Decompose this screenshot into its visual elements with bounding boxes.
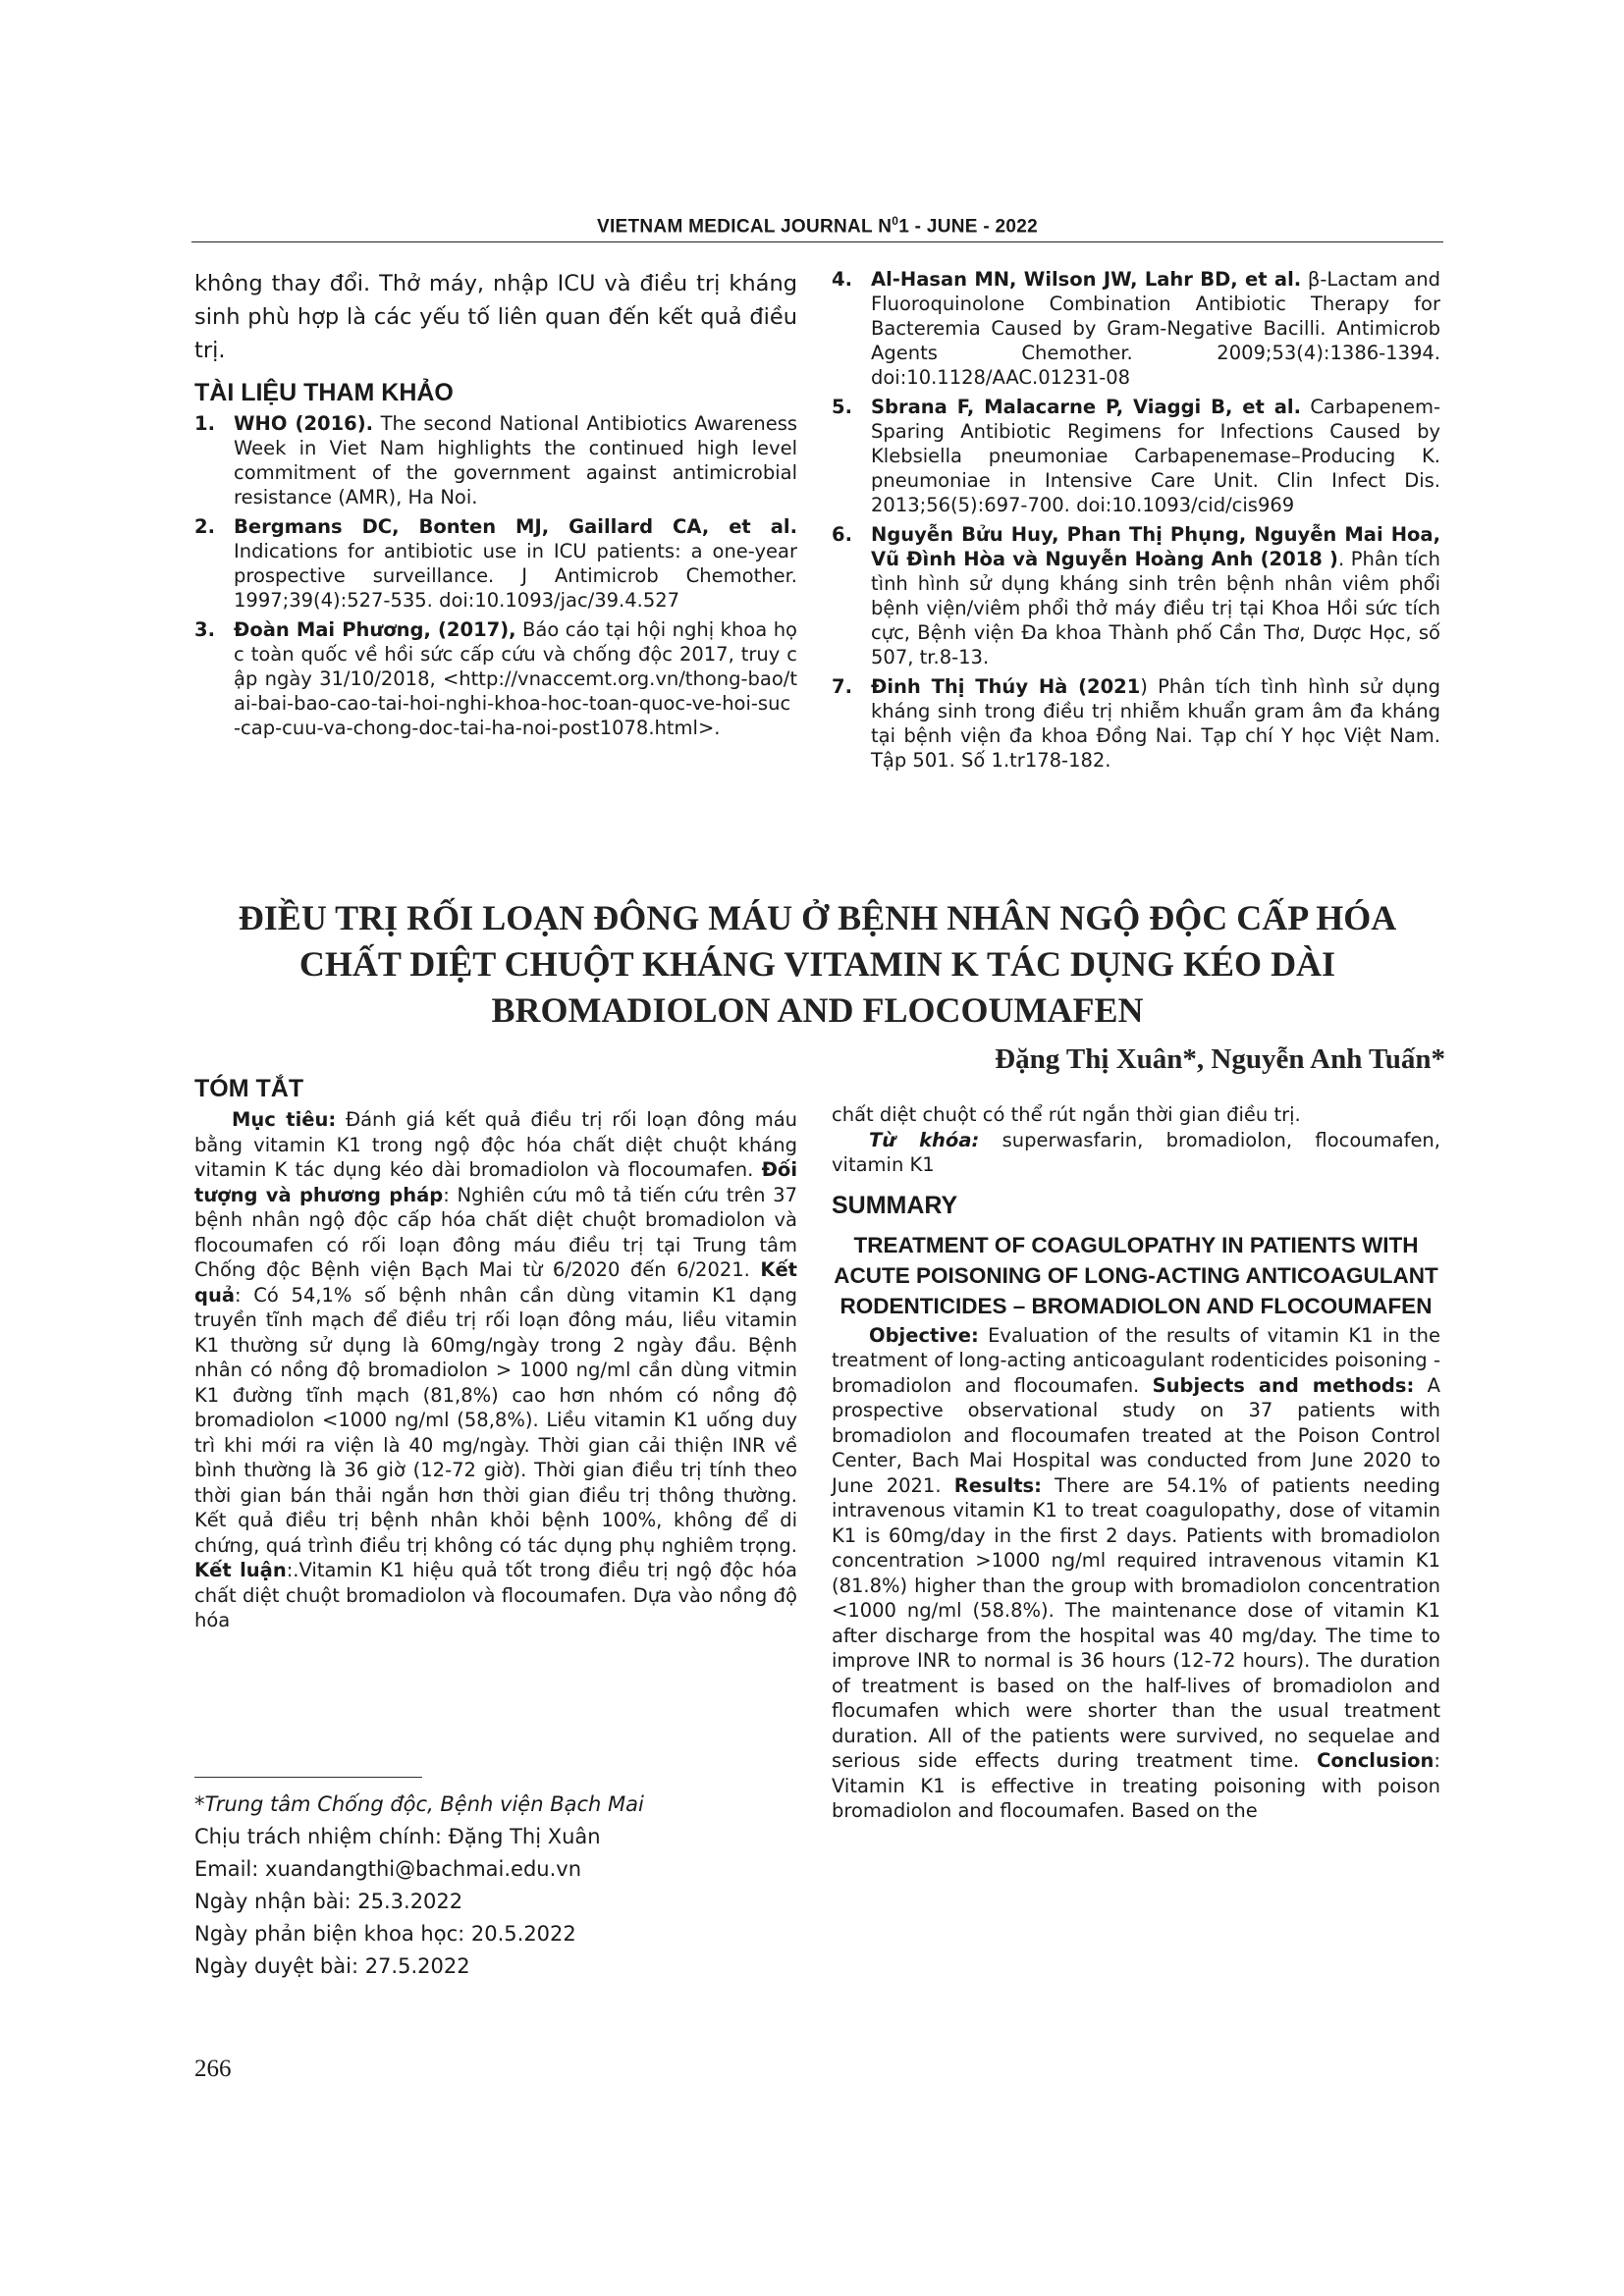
references-list-right [832,267,1440,773]
prev-article-right-column [832,267,1440,777]
reference-body: Báo cáo tại hội nghị khoa học toàn quốc về hồi sức cấp cứu và chống độc 2017, truy cập ngày 31/10/2018, <http://vnaccemt.org.vn/thong-bao/tai-bai-bao-cao-tai-hoi-nghi-khoa-hoc-toan-quoc-ve-hoi-suc-cap-cuu-va-chong-doc-tai-ha-noi-post1078.html>. [234,618,797,739]
reference-item [832,267,1440,390]
reference-number: 1. [194,412,215,435]
reference-body: β-Lactam and Fluoroquinolone Combination Antibiotic Therapy for Bacteremia Caused by Gram-Negative Bacilli. Antimicrob Agents Chemother. 2009;53(4):1386-1394. doi:10.1128/AAC.01231-08 [871,268,1440,389]
reference-body: ) Phân tích tình hình sử dụng kháng sinh trong điều trị nhiễm khuẩn gram âm đa kháng tại bệnh viện đa khoa Đồng Nai. Tạp chí Y học Việt Nam. Tập 501. Số 1.tr178-182. [871,675,1440,772]
summary-heading: SUMMARY [832,1191,958,1219]
reference-text [871,395,1440,517]
reference-body: Carbapenem-Sparing Antibiotic Regimens for Infections Caused by Klebsiella pneumoniae Carbapenemase–Producing K. pneumoniae in Intensive Care Unit. Clin Infect Dis. 2013;56(5):697-700. doi:10.1093/cid/cis969 [871,396,1440,516]
reference-item [194,617,797,740]
reference-text [871,674,1440,773]
references-heading: TÀI LIỆU THAM KHẢO [194,379,454,406]
keywords-text: superwasfarin, bromadiolon, flocoumafen, vitamin K1 [832,1128,1440,1176]
text-objective-en: Evaluation of the results of vitamin K1 in the treatment of long-acting anticoagulant rodenticides poisoning - bromadiolon and flocoumafen. [832,1323,1440,1397]
text-conclusion-en: : Vitamin K1 is effective in treating poisoning with poison bromadiolon and flocoumafen. Based on the [832,1749,1440,1822]
footnotes [194,1789,797,1983]
reference-item [194,514,797,613]
footnote-reviewed: Ngày phản biện khoa học: 20.5.2022 [194,1922,576,1946]
reference-item [832,522,1440,669]
footnote-corresponding: Chịu trách nhiệm chính: Đặng Thị Xuân [194,1825,601,1848]
issue-info: 1 - JUNE - 2022 [898,216,1039,238]
reference-authors: Đoàn Mai Phương, (2017), [234,618,516,641]
label-objective-vi: Mục tiêu: [232,1108,337,1131]
reference-authors: Nguyễn Bửu Huy, Phan Thị Phụng, Nguyễn Mai Hoa, Vũ Đình Hòa và Nguyễn Hoàng Anh (2018 ) [871,523,1440,570]
abstract-left-column [194,1075,797,1633]
article-authors: Đặng Thị Xuân*, Nguyễn Anh Tuấn* [995,1043,1445,1075]
text-conclusion-vi: :.Vitamin K1 hiệu quả tốt trong điều trị ngộ độc hóa chất diệt chuột bromadiolon và flocoumafen. Dựa vào nồng độ hóa [194,1559,797,1631]
footnote-received: Ngày nhận bài: 25.3.2022 [194,1890,463,1913]
label-conclusion-vi: Kết luận [194,1559,287,1581]
reference-text [234,514,797,613]
reference-authors: Bergmans DC, Bonten MJ, Gaillard CA, et al. [234,515,797,538]
label-objective-en: Objective: [869,1323,979,1347]
label-results-vi: Kết quả [194,1258,797,1307]
journal-name: VIETNAM MEDICAL JOURNAL N [596,216,893,238]
reference-number: 6. [832,523,852,546]
reference-authors: Al-Hasan MN, Wilson JW, Lahr BD, et al. [871,268,1302,291]
footnote-affiliation: *Trung tâm Chống độc, Bệnh viện Bạch Mai [194,1792,644,1816]
continuation-paragraph: không thay đổi. Thở máy, nhập ICU và điều trị kháng sinh phù hợp là các yếu tố liên quan đến kết quả điều trị. [194,271,797,363]
reference-text [234,617,797,740]
reference-authors: Sbrana F, Malacarne P, Viaggi B, et al. [871,396,1301,418]
reference-body: The second National Antibiotics Awareness Week in Viet Nam highlights the continued high level commitment of the government against antimicrobial resistance (AMR), Ha Noi. [234,412,798,508]
reference-number: 3. [194,618,215,641]
reference-number: 4. [832,268,852,291]
label-methods-en: Subjects and methods: [1152,1373,1415,1397]
tomtat-continuation: chất diệt chuột có thể rút ngắn thời gian điều trị. [832,1103,1301,1126]
text-results-vi: : Có 54,1% số bệnh nhân cần dùng vitamin K1 dạng truyền tĩnh mạch để điều trị rối loạn đông máu, liều vitamin K1 thường sử dụng là 60mg/ngày trong 2 ngày đầu. Bệnh nhân có nồng độ bromadiolon > 1000 ng/ml cần dùng vitmin K1 đường tĩnh mạch (81,8%) cao hơn nhóm có nồng độ bromadiolon <1000 ng/ml (58,8%). Liều vitamin K1 uống duy trì khi mới ra viện là 40 mg/ngày. Thời gian cải thiện INR về bình thường là 36 giờ (12-72 giờ). Thời gian điều trị tính theo thời gian bán thải ngắn hơn thời gian điều trị thông thường. Kết quả điều trị bệnh nhân khỏi bệnh 100%, không để di chứng, quá trình điều trị không có tác dụng phụ nghiêm trọng. [194,1283,797,1557]
reference-text [234,411,797,509]
keywords-label: Từ khóa: [869,1128,980,1151]
text-methods-vi: : Nghiên cứu mô tả tiến cứu trên 37 bệnh nhân ngộ độc cấp hóa chất diệt chuột bromadiolon và flocoumafen có rối loạn đông máu điều trị tại Trung tâm Chống độc Bệnh viện Bạch Mai từ 6/2020 đến 6/2021. [194,1183,797,1281]
summary-paragraph [832,1323,1440,1824]
label-conclusion-en: Conclusion [1317,1749,1435,1772]
text-methods-en: A prospective observational study on 37 patients with bromadiolon and flocoumafen treated at the Poison Control Center, Bach Mai Hospital was conducted from June 2020 to June 2021. [832,1373,1440,1497]
issue-superscript: 0 [892,214,899,228]
reference-number: 5. [832,396,852,418]
tomtat-paragraph [194,1107,797,1633]
footnote-accepted: Ngày duyệt bài: 27.5.2022 [194,1954,470,1978]
page-number: 266 [194,2056,232,2082]
running-header [191,214,1443,238]
reference-item [194,411,797,509]
reference-number: 2. [194,515,215,538]
label-results-en: Results: [953,1473,1042,1497]
keywords-vi [832,1128,1440,1178]
reference-body: . Phân tích tình hình sử dụng kháng sinh trên bệnh nhân viêm phổi bệnh viện/viêm phổi thở máy điều trị tại Khoa Hồi sức tích cực, Bệnh viện Đa khoa Thành phố Cần Thơ, Dược Học, số 507, tr.8-13. [871,548,1440,668]
article-title: ĐIỀU TRỊ RỐI LOẠN ĐÔNG MÁU Ở BỆNH NHÂN NGỘ ĐỘC CẤP HÓA CHẤT DIỆT CHUỘT KHÁNG VITAMIN K TÁC DỤNG KÉO DÀI BROMADIOLON AND FLOCOUMAFEN [238,898,1397,1030]
references-list-left [194,411,797,740]
english-title: TREATMENT OF COAGULOPATHY IN PATIENTS WITH ACUTE POISONING OF LONG-ACTING ANTICOAGULANT RODENTICIDES – BROMADIOLON AND FLOCOUMAFEN [834,1232,1438,1318]
tomtat-heading: TÓM TẮT [194,1075,304,1102]
footnote-email: Email: xuandangthi@bachmai.edu.vn [194,1857,582,1881]
abstract-right-column [832,1102,1440,1824]
header-rule [191,241,1443,242]
reference-text [871,267,1440,390]
prev-article-left-column [194,267,797,745]
reference-number: 7. [832,675,852,698]
label-methods-vi: Đối tượng và phương pháp [194,1158,797,1206]
reference-body: Indications for antibiotic use in ICU patients: a one-year prospective surveillance. J Antimicrob Chemother. 1997;39(4):527-535. doi:10.1093/jac/39.4.527 [234,540,797,612]
text-objective-vi: Đánh giá kết quả điều trị rối loạn đông máu bằng vitamin K1 trong ngộ độc hóa chất diệt chuột kháng vitamin K tác dụng kéo dài bromadiolon và flocoumafen. [194,1108,798,1181]
reference-authors: Đinh Thị Thúy Hà (2021 [871,675,1141,698]
reference-item [832,674,1440,773]
footnote-rule [194,1777,422,1778]
reference-item [832,395,1440,517]
reference-text [871,522,1440,669]
reference-authors: WHO (2016). [234,412,374,435]
text-results-en: There are 54.1% of patients needing intravenous vitamin K1 to treat coagulopathy, dose of vitamin K1 is 60mg/day in the first 2 days. Patients with bromadiolon concentration >1000 ng/ml required intravenous vitamin K1 (81.8%) higher than the group with bromadiolon concentration <1000 ng/ml (58.8%). The maintenance dose of vitamin K1 after discharge from the hospital was 40 mg/day. The time to improve INR to normal is 36 hours (12-72 hours). The duration of treatment is based on the half-lives of bromadiolon and flocumafen which were shorter than the usual treatment duration. All of the patients were survived, no sequelae and serious side effects during treatment time. [832,1473,1441,1772]
